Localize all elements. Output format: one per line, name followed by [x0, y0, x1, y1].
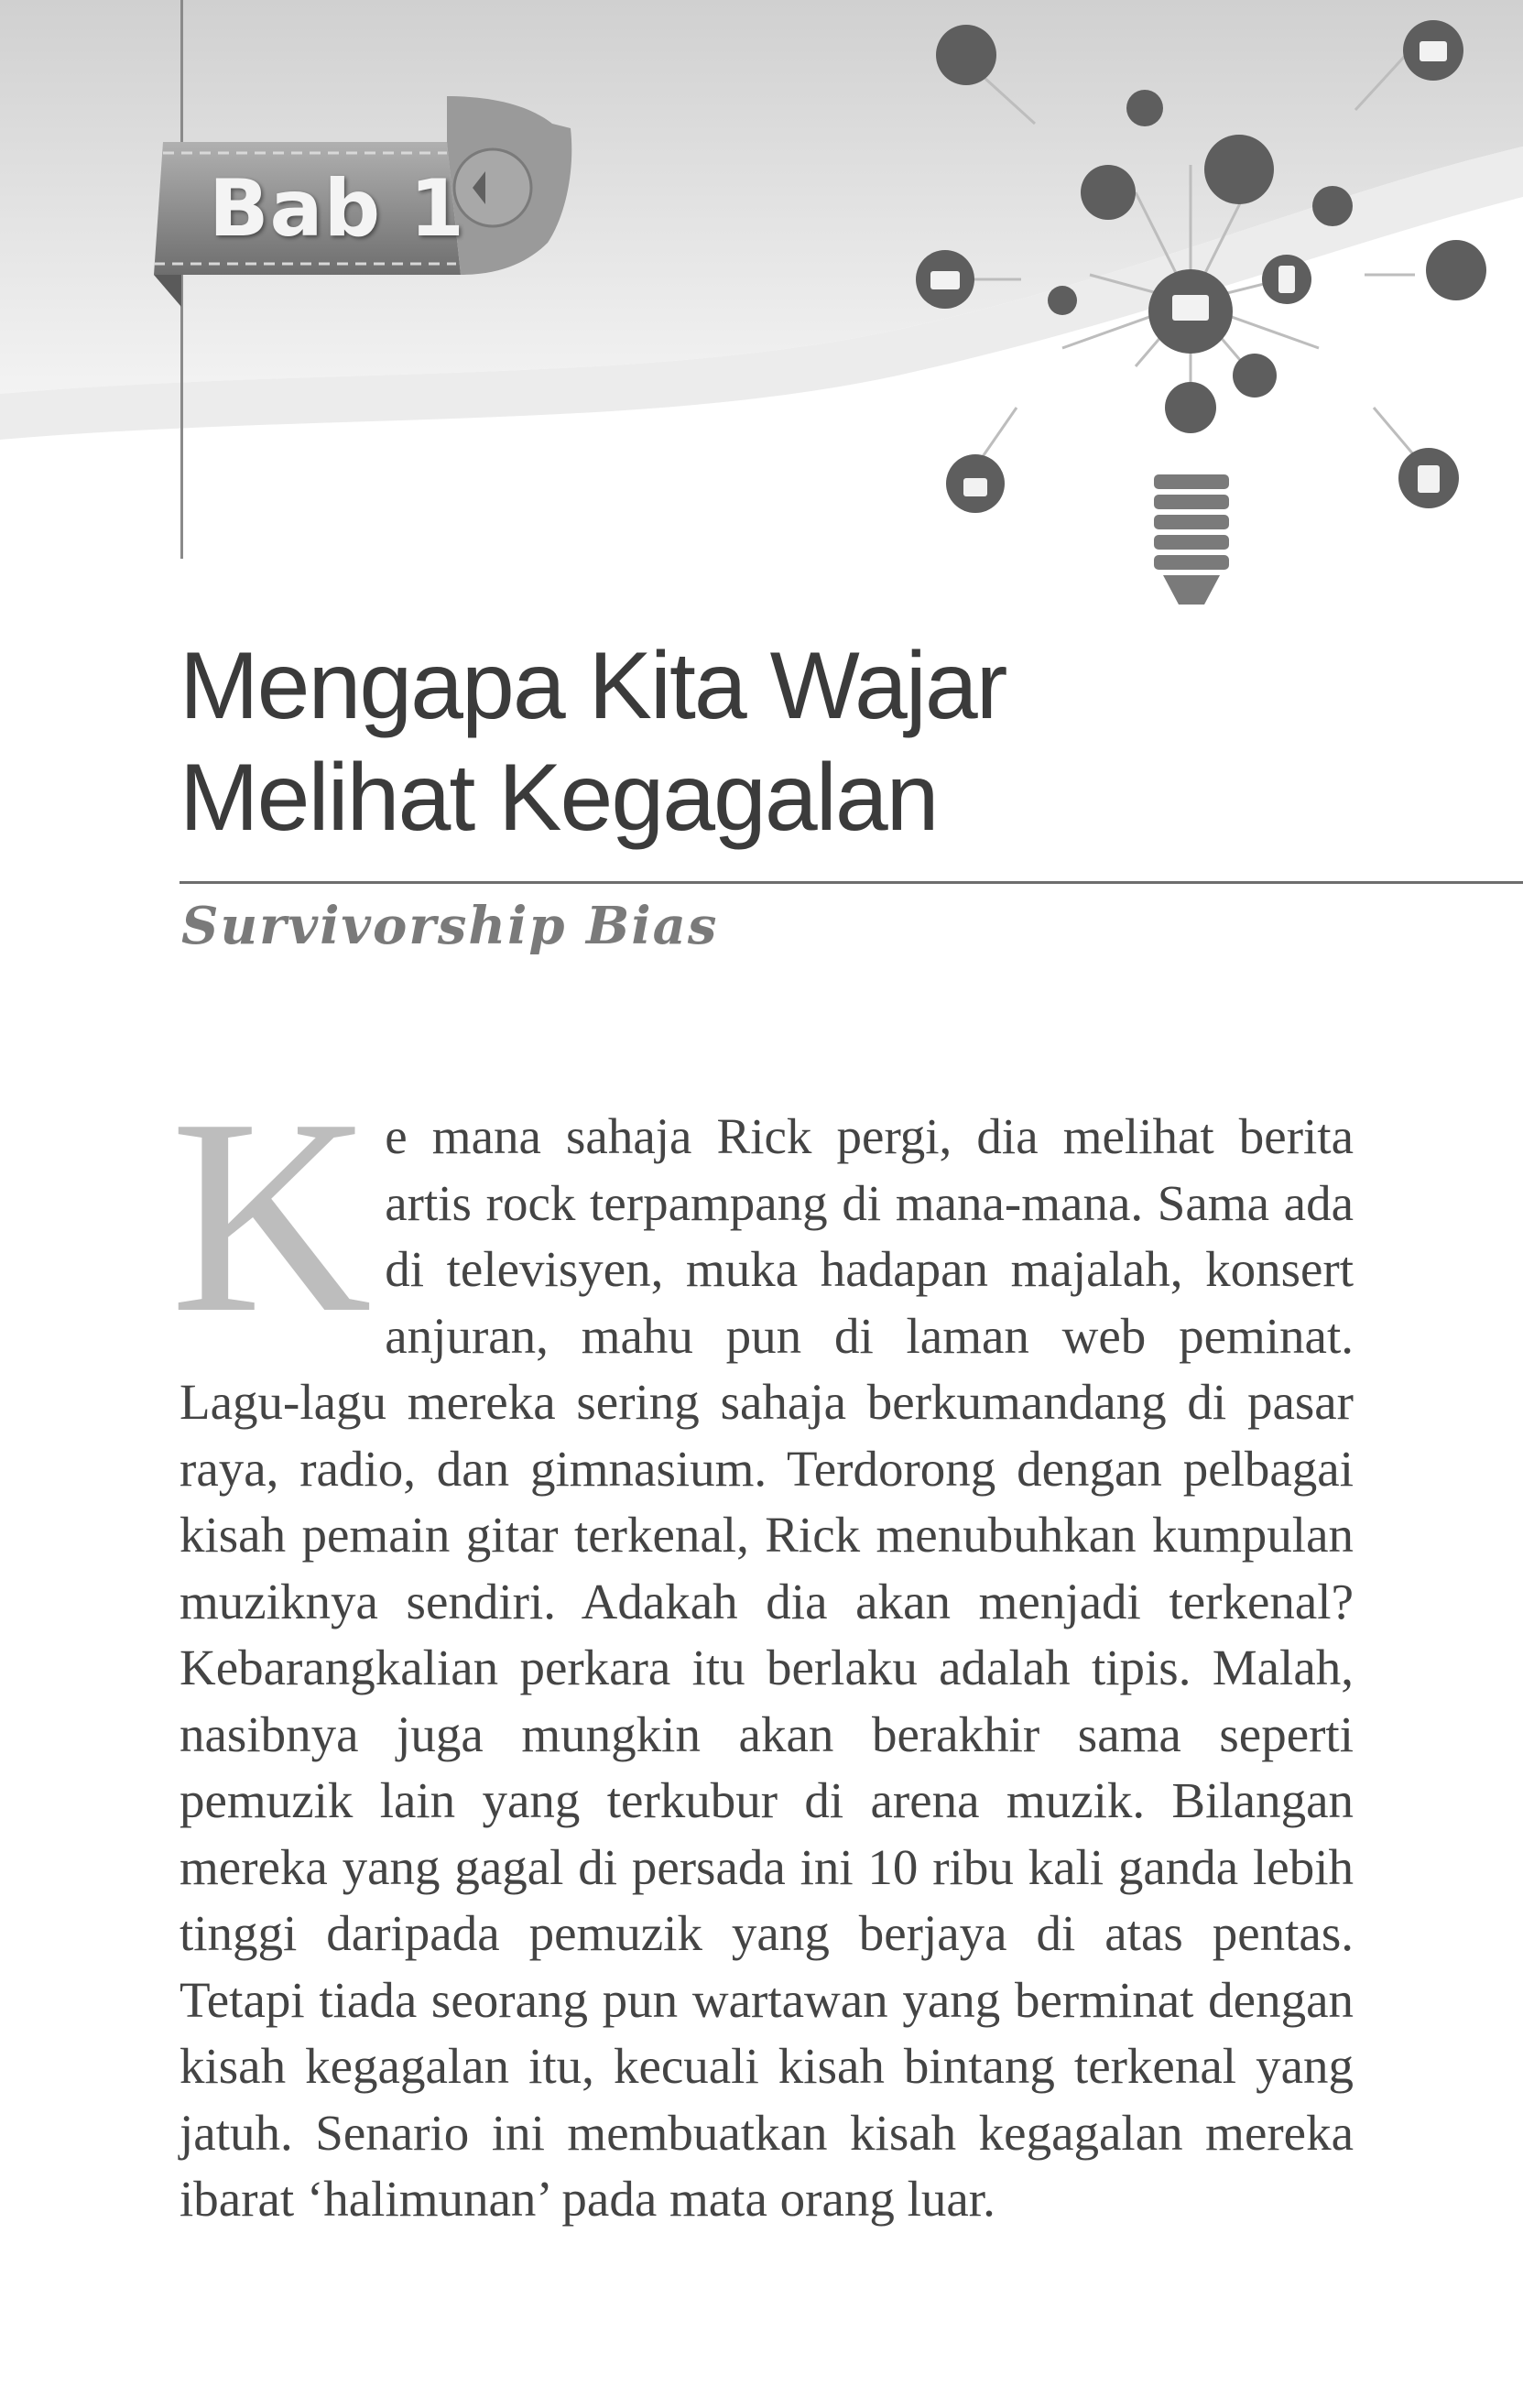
world-icon — [1081, 165, 1136, 220]
database-icon — [1233, 354, 1277, 398]
settings-icon — [1048, 286, 1077, 315]
keyboard-icon — [1426, 240, 1486, 300]
body-text: e mana sahaja Rick pergi, dia melihat berita artis rock terpampang di mana-mana. Sama ada di televisyen, muka hadapan majalah, konsert anjuran, mahu pun di laman web peminat. Lagu-lagu mereka sering sahaja berkumandang di pasar raya, radio, dan gimnasium. Terdorong dengan pelbagai kisah pemain gitar terkenal, Rick menubuhkan kumpulan muziknya sendiri. Adakah dia akan menjadi terkenal? Kebarangkalian perkara itu berlaku adalah tipis. Malah, nasibnya juga mungkin akan berakhir sama seperti pemuzik lain yang terkubur di arena muzik. Bilangan mereka yang gagal di persada ini 10 ribu kali ganda lebih tinggi daripada pemuzik yang berjaya di atas pentas. Tetapi tiada seorang pun wartawan yang berminat dengan kisah kegagalan itu, kecuali kisah bintang terkenal yang jatuh. Senario ini membuatkan kisah kegagalan mereka ibarat ‘halimunan’ pada mata orang luar. — [179, 1108, 1354, 2227]
chapter-label: Bab 1 — [209, 163, 465, 255]
drop-cap: K — [170, 1061, 373, 1370]
chapter-subtitle: Survivorship Bias — [181, 896, 719, 956]
chat-icon — [1126, 90, 1163, 126]
lightbulb-illustration — [879, 0, 1523, 632]
chapter-title-line-1: Mengapa Kita Wajar — [179, 633, 1006, 739]
body-paragraph — [170, 1061, 1354, 2233]
binoculars-icon — [1204, 135, 1274, 204]
title-rule — [179, 881, 1523, 884]
car-front-icon — [1165, 382, 1216, 433]
chapter-title-line-2: Melihat Kegagalan — [179, 745, 938, 851]
globe-icon — [936, 25, 996, 85]
chapter-title — [179, 630, 1260, 854]
car-icon — [1312, 186, 1353, 226]
